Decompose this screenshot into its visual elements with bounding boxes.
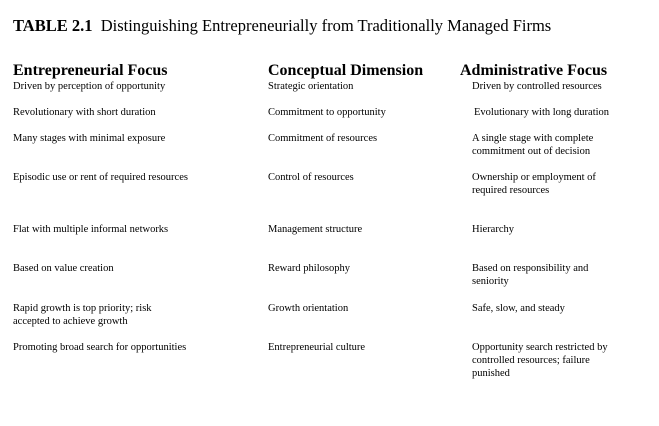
row-5-entrepreneurial: Flat with multiple informal networks	[13, 224, 169, 235]
row-7-entrepreneurial: Rapid growth is top priority; risk accepted to achieve growth	[13, 303, 152, 327]
row-8-administrative: Opportunity search restricted by controlled resources; failure punished	[472, 342, 608, 379]
row-2-administrative: Evolutionary with long duration	[474, 107, 610, 118]
row-3-dimension: Commitment of resources	[268, 133, 378, 144]
row-5-dimension: Management structure	[268, 224, 363, 235]
row-3-entrepreneurial: Many stages with minimal exposure	[13, 133, 166, 144]
header-administrative-focus: Administrative Focus	[460, 62, 608, 79]
row-1-administrative: Driven by controlled resources	[472, 81, 602, 92]
row-2-entrepreneurial: Revolutionary with short duration	[13, 107, 156, 118]
row-8-dimension: Entrepreneurial culture	[268, 342, 366, 353]
row-6-administrative: Based on responsibility and seniority	[472, 263, 589, 287]
row-1-entrepreneurial: Driven by perception of opportunity	[13, 81, 166, 92]
header-entrepreneurial-focus: Entrepreneurial Focus	[13, 62, 168, 79]
row-6-entrepreneurial: Based on value creation	[13, 263, 114, 274]
row-8-entrepreneurial: Promoting broad search for opportunities	[13, 342, 187, 353]
row-4-entrepreneurial: Episodic use or rent of required resources	[13, 172, 188, 183]
table-title	[13, 16, 551, 36]
row-2-dimension: Commitment to opportunity	[268, 107, 386, 118]
table-caption: Distinguishing Entrepreneurially from Traditionally Managed Firms	[100, 16, 552, 35]
row-6-dimension: Reward philosophy	[268, 263, 350, 274]
row-7-administrative: Safe, slow, and steady	[472, 303, 565, 314]
table-number: TABLE 2.1	[13, 16, 93, 35]
row-5-administrative: Hierarchy	[472, 224, 514, 235]
header-conceptual-dimension: Conceptual Dimension	[268, 62, 424, 79]
row-7-dimension: Growth orientation	[268, 303, 349, 314]
row-1-dimension: Strategic orientation	[268, 81, 354, 92]
row-4-administrative: Ownership or employment of required resources	[472, 172, 596, 196]
row-4-dimension: Control of resources	[268, 172, 354, 183]
row-3-administrative: A single stage with complete commitment out of decision	[472, 133, 594, 157]
